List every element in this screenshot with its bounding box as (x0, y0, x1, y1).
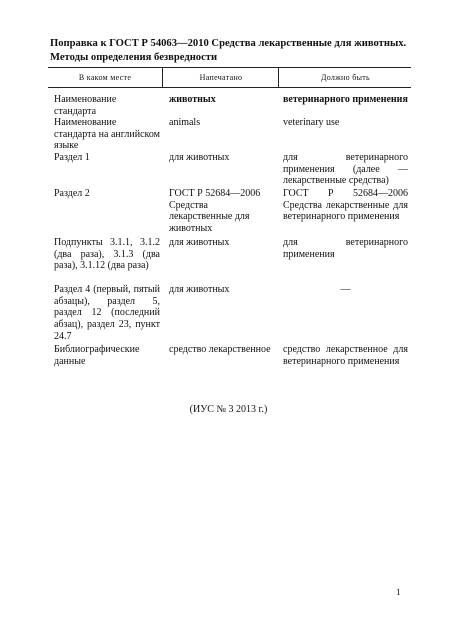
cell-printed: для животных (169, 237, 230, 248)
cell-where: Подпункты 3.1.1, 3.1.2 (два раза), 3.1.3 (два раза), 3.1.12 (два раза) (54, 237, 160, 272)
table-header (48, 68, 411, 88)
footer-ius-reference: (ИУС № 3 2013 г.) (189, 404, 268, 415)
title-line: Методы определения безвредности (50, 51, 218, 63)
header-printed: Напечатано (162, 68, 279, 87)
page-number: 1 (396, 587, 401, 597)
cell-where: Наименование стандарта на английском языке (54, 117, 160, 152)
cell-printed: средство лекарственное (169, 344, 271, 355)
cell-printed: для животных (169, 152, 230, 163)
cell-should-be: для ветеринарного применения (283, 237, 408, 260)
cell-should-be: ветеринарного применения (283, 94, 408, 105)
header-should-be: Должно быть (278, 68, 412, 87)
cell-should-be: ГОСТ Р 52684—2006 Средства лекарственные для ветеринарного применения (283, 188, 408, 223)
cell-where: Раздел 2 (54, 188, 90, 199)
cell-where: Наименование стандарта (54, 94, 117, 117)
cell-printed: animals (169, 117, 201, 128)
cell-should-be: — (340, 284, 351, 295)
cell-where: Библиографические данные (54, 344, 140, 367)
cell-should-be: для ветеринарного применения (далее — лекарственные средства) (283, 152, 408, 187)
title-line: Поправка к ГОСТ Р 54063—2010 Средства лекарственные для животных. (50, 38, 407, 49)
document-title (50, 37, 410, 64)
cell-where: Раздел 1 (54, 152, 90, 163)
header-where: В каком месте (78, 73, 132, 82)
cell-printed: животных (169, 94, 216, 105)
cell-should-be: средство лекарственное для ветеринарного применения (283, 344, 408, 367)
cell-should-be: veterinary use (283, 117, 340, 128)
cell-printed: для животных (169, 284, 230, 295)
cell-where: Раздел 4 (первый, пятый абзацы), раздел 5, раздел 12 (последний абзац), раздел 23, пункт 24.7 (54, 284, 160, 342)
cell-printed: ГОСТ Р 52684—2006 Средства лекарственные для животных (169, 188, 261, 235)
